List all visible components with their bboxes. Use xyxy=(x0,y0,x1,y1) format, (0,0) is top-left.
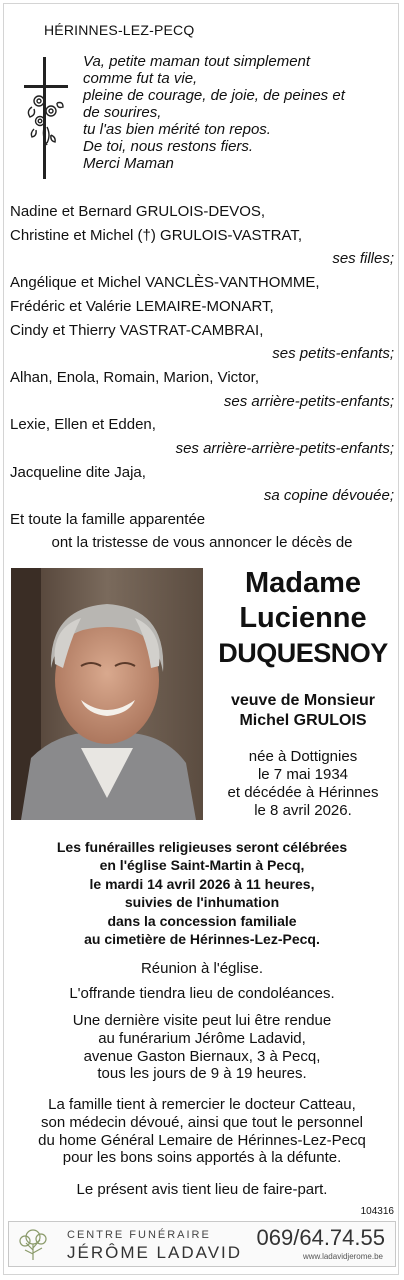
announcement: ont la tristesse de vous annoncer le décès de xyxy=(51,534,353,551)
family-member: Cindy et Thierry VASTRAT-CAMBRAI, xyxy=(10,321,264,339)
date-line: le 7 mai 1934 xyxy=(257,766,349,783)
funeral-line: le mardi 14 avril 2026 à 11 heures, xyxy=(89,875,315,892)
visit-line: avenue Gaston Biernaux, 3 à Pecq, xyxy=(83,1047,321,1065)
cross-with-roses-icon xyxy=(20,55,72,181)
family-member: Nadine et Bernard GRULOIS-DEVOS, xyxy=(10,203,266,220)
birth-death-dates xyxy=(208,748,398,820)
family-member: Angélique et Michel VANCLÈS-VANTHOMME, xyxy=(10,274,320,292)
website: www.ladavidjerome.be xyxy=(302,1252,383,1261)
tree-logo-icon xyxy=(15,1226,51,1262)
thanks-note xyxy=(0,1096,404,1167)
funeral-line: dans la concession familiale xyxy=(107,912,297,929)
relation-label: ses arrière-petits-enfants; xyxy=(223,392,394,410)
poem xyxy=(83,53,388,172)
funeral-details xyxy=(0,838,404,948)
reference-number: 104316 xyxy=(360,1206,394,1217)
poem-line: pleine de courage, de joie, de peines et xyxy=(83,87,345,104)
deceased-last-name: DUQUESNOY xyxy=(218,638,388,668)
family-member: Alhan, Enola, Romain, Marion, Victor, xyxy=(10,368,260,386)
deceased-first-name: Lucienne xyxy=(239,602,367,634)
offering-note: L'offrande tiendra lieu de condoléances. xyxy=(69,985,335,1002)
poem-line: tu l'as bien mérité ton repos. xyxy=(83,121,271,138)
funeral-line: suivies de l'inhumation xyxy=(124,894,280,911)
thanks-line: La famille tient à remercier le docteur Catteau, xyxy=(48,1096,356,1113)
family-member: Frédéric et Valérie LEMAIRE-MONART, xyxy=(10,297,274,315)
poem-line: Va, petite maman tout simplement xyxy=(83,53,311,70)
phone-number: 069/64.74.55 xyxy=(256,1225,385,1250)
thanks-line: pour les bons soins apportés à la défunte. xyxy=(62,1149,342,1167)
relation-label: ses filles; xyxy=(332,250,394,268)
family-member: Et toute la famille apparentée xyxy=(10,511,206,529)
funeral-home-line1: CENTRE FUNÉRAIRE xyxy=(67,1229,211,1241)
poem-line: comme fut ta vie, xyxy=(83,70,198,87)
widow-line: Michel GRULOIS xyxy=(239,712,367,729)
funeral-home-banner xyxy=(8,1221,396,1267)
meeting-note: Réunion à l'église. xyxy=(140,960,264,977)
visit-info xyxy=(0,1012,404,1083)
widow-line: veuve de Monsieur xyxy=(230,692,376,709)
funeral-line: Les funérailles religieuses seront célébrées xyxy=(56,839,348,855)
deceased-photo xyxy=(11,568,203,820)
deceased-title: Madame xyxy=(244,567,362,599)
date-line: née à Dottignies xyxy=(248,748,358,765)
town-name: HÉRINNES-LEZ-PECQ xyxy=(44,22,195,38)
family-member: Jacqueline dite Jaja, xyxy=(10,463,146,481)
widow-of xyxy=(208,691,398,731)
family-member: Christine et Michel (†) GRULOIS-VASTRAT, xyxy=(10,226,303,244)
poem-line: de sourires, xyxy=(83,104,162,121)
poem-line: Merci Maman xyxy=(83,155,174,172)
date-line: et décédée à Hérinnes xyxy=(227,784,379,801)
relation-label: ses petits-enfants; xyxy=(272,345,394,363)
funeral-line: au cimetière de Hérinnes-Lez-Pecq. xyxy=(84,931,320,948)
visit-line: au funérarium Jérôme Ladavid, xyxy=(98,1029,306,1047)
funeral-home-line2: JÉRÔME LADAVID xyxy=(67,1243,243,1262)
relation-label: sa copine dévouée; xyxy=(263,487,394,505)
visit-line: Une dernière visite peut lui être rendue xyxy=(72,1012,332,1029)
family-member: Lexie, Ellen et Edden, xyxy=(10,416,156,434)
funeral-line: en l'église Saint-Martin à Pecq, xyxy=(99,857,305,874)
deceased-name xyxy=(208,566,398,671)
date-line: le 8 avril 2026. xyxy=(254,802,352,819)
thanks-line: son médecin dévoué, ainsi que tout le personnel xyxy=(41,1113,363,1131)
poem-line: De toi, nous restons fiers. xyxy=(83,138,254,155)
relation-label: ses arrière-arrière-petits-enfants; xyxy=(175,440,394,458)
family-list xyxy=(10,200,396,532)
visit-line: tous les jours de 9 à 19 heures. xyxy=(97,1065,307,1083)
notice-line: Le présent avis tient lieu de faire-part. xyxy=(76,1181,328,1198)
thanks-line: du home Général Lemaire de Hérinnes-Lez-Pecq xyxy=(38,1131,366,1149)
